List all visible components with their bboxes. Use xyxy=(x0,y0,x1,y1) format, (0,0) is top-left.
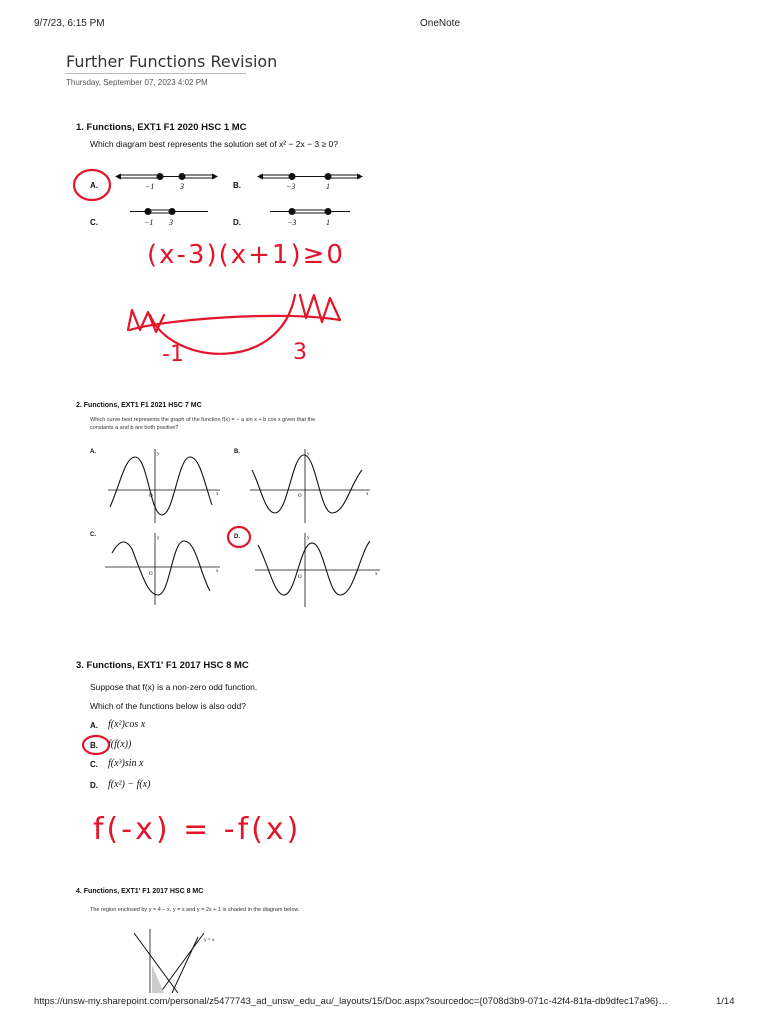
q1-heading: 1. Functions, EXT1 F1 2020 HSC 1 MC xyxy=(76,122,247,133)
q2-c-origin: O xyxy=(149,572,153,577)
page-date: Thursday, September 07, 2023 4:02 PM xyxy=(66,78,208,87)
q2-option-b-label: B. xyxy=(234,449,240,455)
q2-graph-c xyxy=(105,533,220,605)
q2-a-origin: O xyxy=(149,494,153,499)
q3-option-c-expr: f(x³)sin x xyxy=(108,758,144,769)
q2-a-y-label: y xyxy=(157,452,160,457)
q3-option-b-expr: f(f(x)) xyxy=(108,739,132,750)
q1-d-tick-right: 1 xyxy=(326,218,330,227)
q1-b-tick-left: −3 xyxy=(286,182,296,191)
q1-c-tick-left: −1 xyxy=(144,218,154,227)
q2-d-y-label: y xyxy=(307,536,310,541)
q3-prompt-line2: Which of the functions below is also odd? xyxy=(90,701,246,711)
q1-prompt: Which diagram best represents the solution set of x² − 2x − 3 ≥ 0? xyxy=(90,139,338,149)
page-title: Further Functions Revision xyxy=(66,52,278,71)
q1-handwritten-factored: (x-3)(x+1)≥0 xyxy=(147,240,345,270)
q2-graph-d xyxy=(255,533,380,607)
q3-option-a-expr: f(x²)cos x xyxy=(108,719,146,730)
q1-option-c-label: C. xyxy=(90,218,98,227)
q1-b-tick-right: 1 xyxy=(326,182,330,191)
q4-heading: 4. Functions, EXT1' F1 2017 HSC 8 MC xyxy=(76,888,204,895)
q2-graph-a xyxy=(108,449,220,523)
title-underline xyxy=(66,73,246,74)
q3-prompt-line1: Suppose that f(x) is a non-zero odd function. xyxy=(90,682,258,692)
q2-prompt-line1: Which curve best represents the graph of the function f(x) = − a sin x + b cos x given that the xyxy=(90,417,316,423)
q2-heading: 2. Functions, EXT1 F1 2021 HSC 7 MC xyxy=(76,402,202,409)
q3-answer-circle xyxy=(80,734,110,756)
q2-b-y-label: y xyxy=(307,452,310,457)
q1-hatching-right xyxy=(300,295,340,322)
q1-ink-annotations xyxy=(60,160,380,390)
q1-c-tick-right: 3 xyxy=(169,218,173,227)
q3-option-c-label: C. xyxy=(90,760,98,769)
q1-option-a-label: A. xyxy=(90,181,98,190)
q1-option-b-label: B. xyxy=(233,181,241,190)
q2-option-d-label: D. xyxy=(234,534,240,540)
q2-c-y-label: y xyxy=(157,536,160,541)
q3-option-d-expr: f(x²) − f(x) xyxy=(108,779,151,790)
q2-b-x-label: x xyxy=(366,492,369,497)
q2-a-x-label: x xyxy=(216,492,219,497)
q2-option-c-label: C. xyxy=(90,532,96,538)
q1-handwritten-root-left: -1 xyxy=(162,342,184,367)
print-datetime: 9/7/23, 6:15 PM xyxy=(34,18,105,29)
q4-line-label: y = x xyxy=(204,938,215,943)
q2-graph-b xyxy=(250,449,370,523)
q1-answer-circle xyxy=(74,170,110,200)
q2-option-a-label: A. xyxy=(90,449,96,455)
q2-d-x-label: x xyxy=(375,572,378,577)
q3-option-a-label: A. xyxy=(90,721,98,730)
q3-option-d-label: D. xyxy=(90,781,98,790)
q2-c-x-label: x xyxy=(216,569,219,574)
print-app-name: OneNote xyxy=(420,18,461,29)
q4-region-graph xyxy=(120,925,230,993)
q4-prompt: The region enclosed by y = 4 − x, y = x and y = 2x + 1 is shaded in the diagram below. xyxy=(90,907,300,913)
q1-option-d-label: D. xyxy=(233,218,241,227)
q1-a-tick-left: −1 xyxy=(145,182,155,191)
q2-answer-circle xyxy=(224,524,254,550)
q1-a-tick-right: 3 xyxy=(180,182,184,191)
q2-prompt-line2: constants a and b are both positive? xyxy=(90,425,179,431)
q2-b-origin: O xyxy=(298,494,302,499)
q3-handwritten-odd-definition: f(-x) = -f(x) xyxy=(93,812,302,847)
q3-option-b-label: B. xyxy=(90,741,98,750)
q3-heading: 3. Functions, EXT1' F1 2017 HSC 8 MC xyxy=(76,660,249,671)
q1-handwritten-root-right: 3 xyxy=(293,340,307,365)
q1-d-tick-left: −3 xyxy=(287,218,297,227)
q2-d-origin: O xyxy=(298,575,302,580)
print-page-counter: 1/14 xyxy=(716,996,735,1007)
print-url: https://unsw-my.sharepoint.com/personal/z5477743_ad_unsw_edu_au/_layouts/15/Doc.aspx?sourcedoc={0708d3b9-071c-42f4-81fa-db9dfec17a96}… xyxy=(34,996,668,1007)
